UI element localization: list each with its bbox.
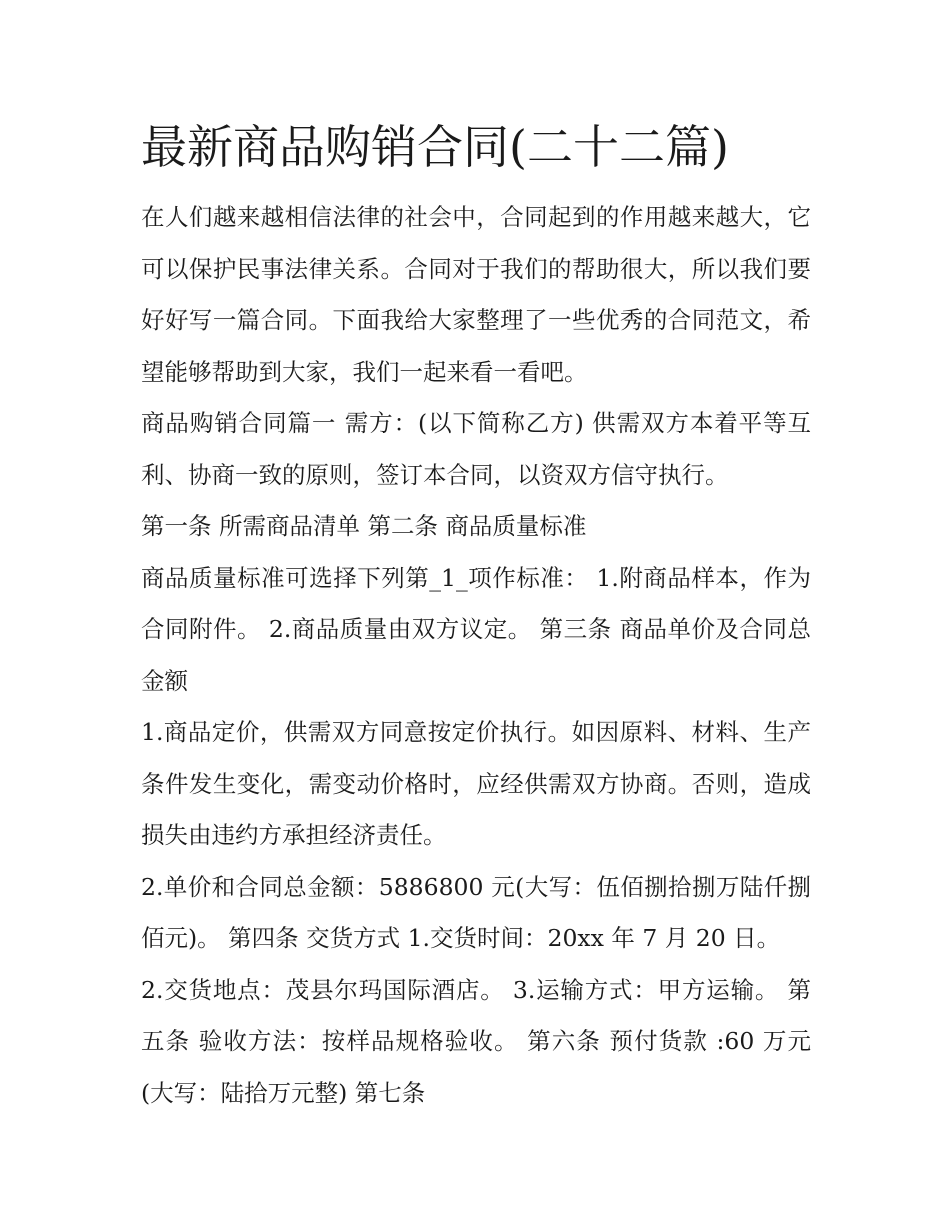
paragraph-contract-one-opening: 商品购销合同篇一 需方：(以下简称乙方) 供需双方本着平等互利、协商一致的原则，签订本合同，以资双方信守执行。	[141, 409, 811, 489]
document-page	[141, 112, 811, 1119]
paragraph-delivery: 2.交货地点：茂县尔玛国际酒店。 3.运输方式：甲方运输。 第五条 验收方法：按样品规格验收。 第六条 预付货款 :60 万元(大写：陆拾万元整) 第七条	[141, 975, 811, 1107]
paragraph-pricing: 1.商品定价，供需双方同意按定价执行。如因原料、材料、生产条件发生变化，需变动价格时，应经供需双方协商。否则，造成损失由违约方承担经济责任。	[141, 718, 811, 849]
paragraph-total-amount: 2.单价和合同总金额：5886800 元(大写：伍佰捌拾捌万陆仟捌佰元)。 第四条 交货方式 1.交货时间：20xx 年 7 月 20 日。	[141, 872, 811, 952]
document-title: 最新商品购销合同(二十二篇)	[141, 120, 729, 174]
paragraph-articles-one-two: 第一条 所需商品清单 第二条 商品质量标准	[141, 512, 587, 540]
paragraph-quality-standard: 商品质量标准可选择下列第_1_项作标准： 1.附商品样本，作为合同附件。 2.商品质量由双方议定。 第三条 商品单价及合同总金额	[141, 563, 811, 695]
paragraph-intro: 在人们越来越相信法律的社会中，合同起到的作用越来越大，它可以保护民事法律关系。合同对于我们的帮助很大，所以我们要好好写一篇合同。下面我给大家整理了一些优秀的合同范文，希望能够帮助到大家，我们一起来看一看吧。	[141, 203, 811, 386]
